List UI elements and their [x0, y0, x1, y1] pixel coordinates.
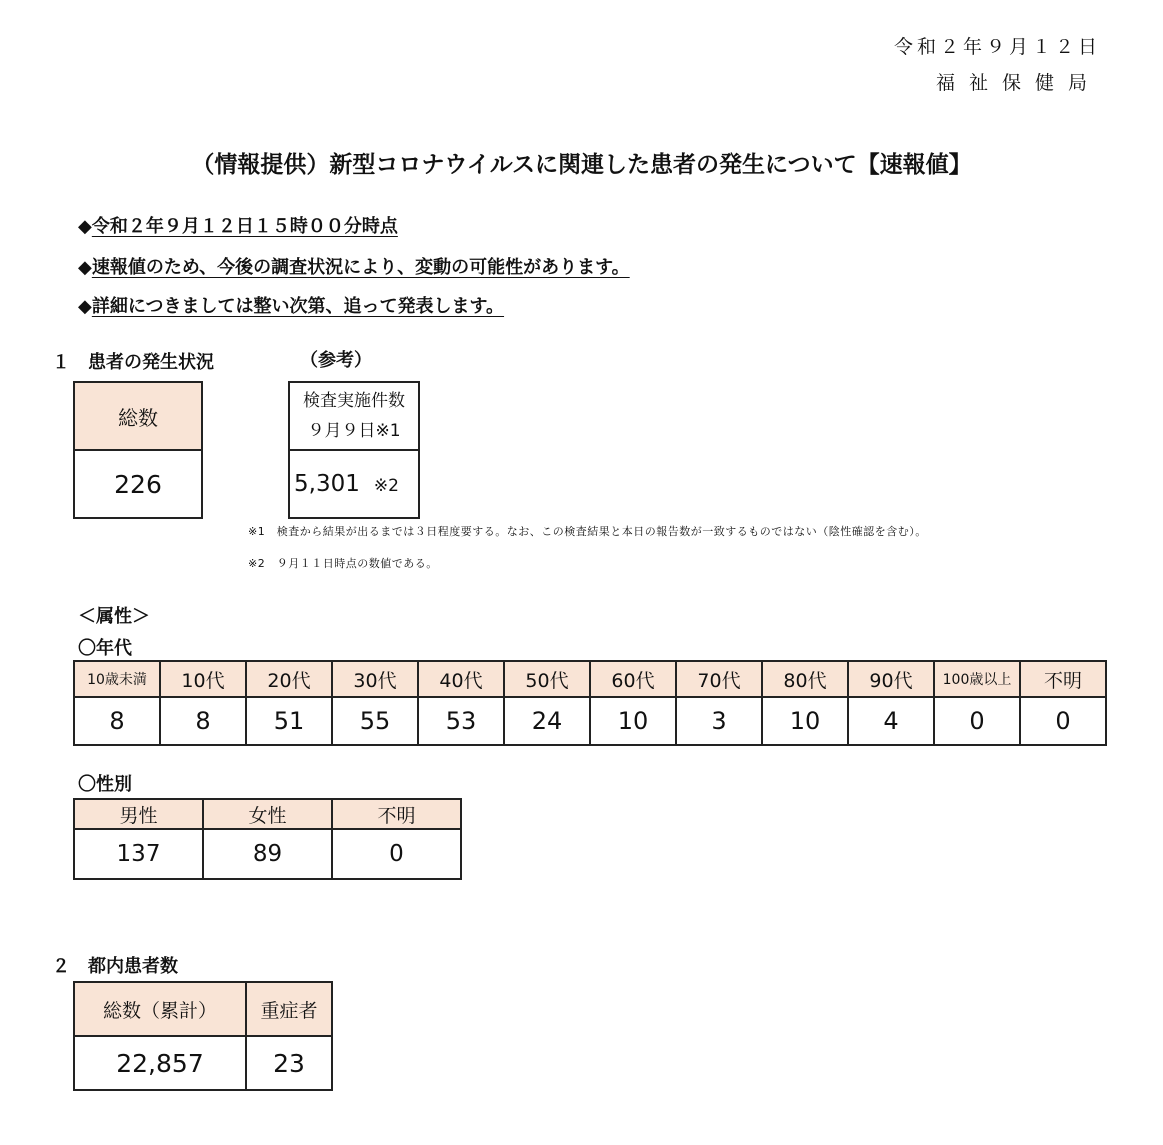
age-label-cell: 不明 [1020, 661, 1106, 697]
sex-value-cell: 0 [332, 829, 461, 879]
age-value-cell: 4 [848, 697, 934, 745]
age-label-cell: 20代 [246, 661, 332, 697]
section2-heading: ２ 都内患者数 [52, 956, 178, 977]
section1-heading: １ 患者の発生状況 [52, 352, 214, 373]
diamond-bullet-icon: ◆ [78, 296, 92, 317]
age-value-cell: 51 [246, 697, 332, 745]
reference-label: （参考） [300, 350, 372, 371]
footnote-1: ※1 検査から結果が出るまでは３日程度要する。なお、この検査結果と本日の報告数が一致するものではない（陰性確認を含む）。 [248, 525, 927, 538]
age-value-cell: 55 [332, 697, 418, 745]
total-cases-table [73, 381, 203, 519]
report-date: 令和２年９月１２日 [893, 36, 1101, 58]
footnote-2: ※2 ９月１１日時点の数値である。 [248, 557, 438, 570]
age-label-cell: 50代 [504, 661, 590, 697]
sex-label-cell: 男性 [74, 799, 203, 829]
department-name: 福祉保健局 [935, 72, 1101, 94]
tests-note: ※2 [373, 476, 399, 496]
sex-value-cell: 137 [74, 829, 203, 879]
severe-label: 重症者 [246, 982, 332, 1036]
tests-value: 5,301 [294, 471, 360, 497]
diamond-bullet-icon: ◆ [78, 216, 92, 237]
sex-label-row [74, 799, 461, 829]
attributes-heading: ＜属性＞ [78, 606, 150, 627]
age-label-cell: 30代 [332, 661, 418, 697]
sex-value-row [74, 829, 461, 879]
age-value-cell: 0 [1020, 697, 1106, 745]
age-value-cell: 10 [590, 697, 676, 745]
age-label-cell: 40代 [418, 661, 504, 697]
cumulative-label: 総数（累計） [74, 982, 246, 1036]
age-value-cell: 0 [934, 697, 1020, 745]
sex-label-cell: 女性 [203, 799, 332, 829]
age-value-cell: 8 [74, 697, 160, 745]
age-label-cell: 60代 [590, 661, 676, 697]
age-value-cell: 8 [160, 697, 246, 745]
cumulative-value: 22,857 [74, 1036, 246, 1090]
notice-timestamp: ◆令和２年９月１２日１５時００分時点 [78, 216, 398, 237]
notice-preliminary: ◆速報値のため、今後の調査状況により、変動の可能性があります。 [78, 257, 630, 278]
city-patients-table [73, 981, 333, 1091]
age-value-cell: 10 [762, 697, 848, 745]
age-label-cell: 10歳未満 [74, 661, 160, 697]
sex-value-cell: 89 [203, 829, 332, 879]
age-label-cell: 10代 [160, 661, 246, 697]
age-label-cell: 80代 [762, 661, 848, 697]
age-heading: 〇年代 [78, 638, 132, 659]
total-label: 総数 [74, 382, 202, 450]
sex-table [73, 798, 462, 880]
age-value-cell: 53 [418, 697, 504, 745]
age-label-cell: 100歳以上 [934, 661, 1020, 697]
document-title: （情報提供）新型コロナウイルスに関連した患者の発生について【速報値】 [191, 152, 972, 178]
age-table [73, 660, 1107, 746]
tests-table [288, 381, 420, 519]
sex-heading: 〇性別 [78, 774, 132, 795]
age-label-cell: 90代 [848, 661, 934, 697]
diamond-bullet-icon: ◆ [78, 257, 92, 278]
sex-label-cell: 不明 [332, 799, 461, 829]
age-value-row [74, 697, 1106, 745]
tests-label: 検査実施件数 ９月９日※1 [289, 382, 419, 450]
age-value-cell: 3 [676, 697, 762, 745]
tests-value-cell [289, 450, 419, 518]
age-label-row [74, 661, 1106, 697]
severe-value: 23 [246, 1036, 332, 1090]
total-value: 226 [74, 450, 202, 518]
age-label-cell: 70代 [676, 661, 762, 697]
notice-details: ◆詳細につきましては整い次第、追って発表します。 [78, 296, 505, 317]
age-value-cell: 24 [504, 697, 590, 745]
